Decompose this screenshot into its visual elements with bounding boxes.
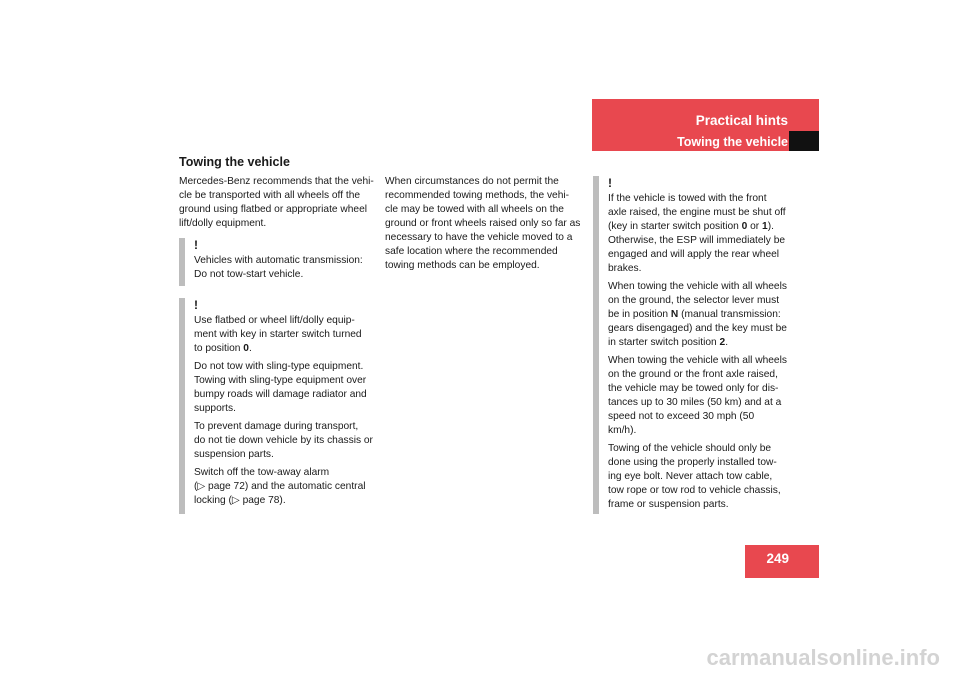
middle-paragraph: When circumstances do not permit the recommended towing methods, the vehi- cle may be towed with all wheels on the ground or front wheels raised only so far as necessary to have the vehicle moved to a safe location where the recommended towing methods can be employed. [385,176,581,271]
note-bar [179,238,185,286]
warning-note-2 [179,298,379,514]
warning-icon: ! [194,238,198,252]
note-text: Use flatbed or wheel lift/dolly equip- ment with key in starter switch turned to position 0. [194,315,362,354]
note-text: Vehicles with automatic transmission: Do not tow-start vehicle. [194,255,363,280]
note-text: When towing the vehicle with all wheels on the ground or the front axle raised, the vehicle may be towed only for dis- tances up to 30 miles (50 km) and at a speed not to exceed 30 mph (50 km/h). [608,355,787,436]
warning-icon: ! [194,298,198,312]
warning-note-1 [179,238,379,286]
note-text: Switch off the tow-away alarm (▷ page 72) and the automatic central locking (▷ page 78). [194,467,366,506]
intro-paragraph [179,175,374,231]
page-number: 249 [745,545,819,578]
note-text: To prevent damage during transport, do not tie down vehicle by its chassis or suspension parts. [194,421,373,460]
intro-line: lift/dolly equipment. [179,218,267,229]
intro-line: Mercedes-Benz recommends that the vehi- [179,176,374,187]
subsection-title: Towing the vehicle [677,135,788,149]
note-bar [593,176,599,514]
section-title: Practical hints [695,113,788,128]
intro-line: ground using flatbed or appropriate wheel [179,204,368,215]
header-black-tab [789,131,819,151]
note-text: If the vehicle is towed with the front axle raised, the engine must be shut off (key in starter switch position 0 or 1). Otherwise, the ESP will immediately be engaged and will apply the rear wheel brakes. [608,193,786,274]
note-text: Towing of the vehicle should only be done using the properly installed tow- ing eye bolt. Never attach tow cable, tow rope or tow rod to vehicle chassis, frame or suspension parts. [608,443,781,510]
note-text: Do not tow with sling-type equipment. Towing with sling-type equipment over bumpy roads will damage radiator and supports. [194,361,367,414]
header-banner [592,99,819,151]
warning-note-3 [593,176,798,514]
page-title: Towing the vehicle [179,155,290,169]
intro-line: cle be transported with all wheels off the [179,190,361,201]
warning-icon: ! [608,176,612,190]
note-text: When towing the vehicle with all wheels on the ground, the selector lever must be in position N (manual transmission: gears disengaged) and the key must be in starter switch position 2. [608,281,787,348]
note-bar [179,298,185,514]
watermark: carmanualsonline.info [706,645,940,670]
